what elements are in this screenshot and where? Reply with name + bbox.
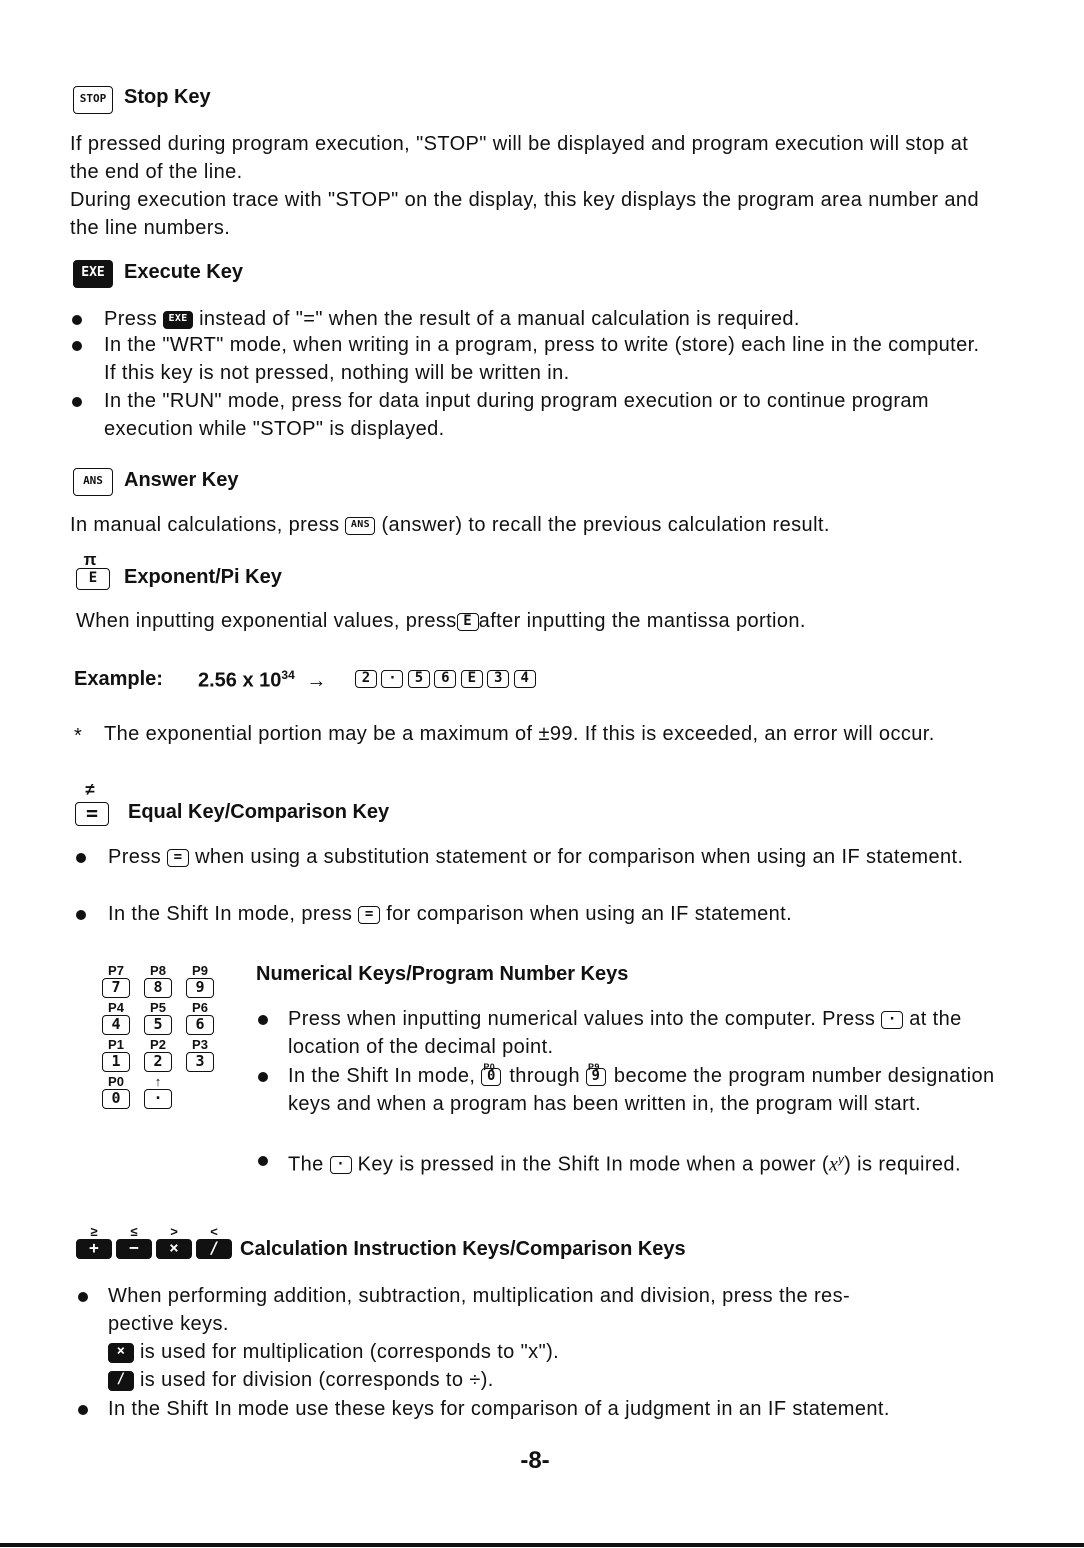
divide-key-icon: /	[196, 1239, 232, 1259]
stop-key-para2: During execution trace with "STOP" on the display, this key displays the program area number and the line numbers.	[70, 189, 979, 239]
example-mantissa: 2.56 x 10	[198, 669, 282, 692]
bullet	[72, 315, 82, 325]
numerical-keys-heading: Numerical Keys/Program Number Keys	[256, 963, 629, 985]
answer-key-heading: Answer Key	[124, 469, 239, 491]
numerical-bullet-3-post: ) is required.	[844, 1153, 961, 1176]
key-2-icon: 2	[355, 670, 377, 688]
note-asterisk: *	[74, 725, 83, 747]
exponent-key-heading: Exponent/Pi Key	[124, 566, 282, 588]
key-3-icon: 3	[186, 1052, 214, 1072]
divide-note-text: is used for division (corresponds to ÷).	[139, 1369, 494, 1391]
ans-key-icon: ANS	[73, 468, 113, 496]
equal-bullet-1-pre: Press	[108, 846, 162, 868]
numerical-bullet-1-pre: Press when inputting numerical values into the computer. Press	[288, 1008, 876, 1030]
equal-key-icon: =	[75, 802, 109, 826]
pi-label: π	[83, 550, 97, 569]
multiply-key-icon: ×	[156, 1239, 192, 1259]
multiply-note	[108, 1338, 1003, 1366]
key-7-icon: 7	[102, 978, 130, 998]
answer-para-pre: In manual calculations, press	[70, 514, 340, 536]
arrow-icon: →	[306, 669, 327, 692]
p9-above-label: P9	[587, 1062, 600, 1072]
equal-bullet-2-post: for comparison when using an IF statement.	[386, 903, 793, 925]
equal-bullet-2	[108, 900, 1000, 928]
example-label: Example:	[74, 668, 163, 690]
exe-key-inline-icon: EXE	[163, 311, 193, 329]
equal-bullet-1-post: when using a substitution statement or for comparison when using an IF statement.	[195, 846, 964, 868]
numerical-bullet-2-pre: In the Shift In mode,	[288, 1065, 476, 1087]
exp-key-icon: E	[76, 568, 110, 590]
calc-keys	[76, 1224, 232, 1259]
bullet	[78, 1405, 88, 1415]
key-e-icon: E	[461, 670, 483, 688]
plus-key-icon: +	[76, 1239, 112, 1259]
numerical-bullet-2-post: become the program number designation keys and when a program has been written in, the program will start.	[288, 1065, 995, 1115]
key-6-icon: 6	[186, 1015, 214, 1035]
exponent-note: The exponential portion may be a maximum of ±99. If this is exceeded, an error will occur.	[104, 723, 935, 745]
bullet	[72, 397, 82, 407]
power-x: x	[828, 1153, 839, 1176]
bullet	[72, 341, 82, 351]
minus-key-icon: −	[116, 1239, 152, 1259]
numerical-bullet-2-mid: through	[509, 1065, 580, 1087]
bottom-rule	[0, 1543, 1084, 1547]
power-y: y	[838, 1154, 845, 1166]
numerical-bullet-3-pre: The	[288, 1153, 324, 1176]
answer-para-post: (answer) to recall the previous calculation result.	[381, 514, 830, 536]
p0-above-label: P0	[483, 1062, 496, 1072]
key-point-icon: ·	[144, 1089, 172, 1109]
p9-key-inline	[586, 1062, 608, 1090]
answer-key-para	[70, 511, 995, 539]
example-keys	[355, 670, 536, 688]
numerical-bullet-3	[288, 1146, 998, 1179]
key-9-icon: 9	[186, 978, 214, 998]
bullet	[76, 910, 86, 920]
bullet	[78, 1292, 88, 1302]
key-above-label: P0	[108, 1074, 124, 1089]
calc-above-label: >	[170, 1224, 178, 1239]
key-point-inline-icon: ·	[881, 1011, 903, 1029]
calc-bullet-1	[108, 1282, 1003, 1394]
bullet	[258, 1156, 268, 1166]
key-0-icon: 0	[102, 1089, 130, 1109]
stop-key-para1: If pressed during program execution, "STOP" will be displayed and program execution will stop at the end of the line.	[70, 133, 969, 183]
exe-key-icon: EXE	[73, 260, 113, 288]
equal-bullet-2-pre: In the Shift In mode, press	[108, 903, 353, 925]
bullet	[258, 1015, 268, 1025]
execute-bullet-3: In the "RUN" mode, press for data input during program execution or to continue program execution while "STOP" is displayed.	[104, 390, 929, 440]
not-equal-label: ≠	[85, 780, 95, 799]
execute-key-heading: Execute Key	[124, 261, 243, 283]
p0-key-inline	[481, 1062, 503, 1090]
divide-note	[108, 1366, 1003, 1394]
exp-key-inline-icon: E	[457, 613, 479, 631]
exponent-key-para	[76, 607, 1001, 635]
stop-key-heading: Stop Key	[124, 86, 211, 108]
key-2-icon: 2	[144, 1052, 172, 1072]
execute-bullet-1-pre: Press	[104, 308, 158, 330]
key-4-icon: 4	[514, 670, 536, 688]
key-above-label: P4	[108, 1000, 124, 1015]
calc-keys-heading: Calculation Instruction Keys/Comparison Keys	[240, 1238, 686, 1260]
key-above-label: P2	[150, 1037, 166, 1052]
numerical-bullet-1	[288, 1005, 998, 1061]
key-9-inline-icon: 9	[586, 1068, 606, 1086]
calc-above-label: ≥	[90, 1224, 98, 1239]
equal-key-heading: Equal Key/Comparison Key	[128, 801, 390, 823]
key-above-label: P9	[192, 963, 208, 978]
stop-key-icon: STOP	[73, 86, 113, 114]
page-number: -8-	[520, 1447, 550, 1474]
equal-bullet-1	[108, 843, 1000, 871]
key-6-icon: 6	[434, 670, 456, 688]
example-power: 34	[281, 668, 295, 682]
numerical-bullet-2	[288, 1062, 998, 1118]
ans-key-inline-icon: ANS	[345, 517, 375, 535]
equal-key-inline-icon: =	[167, 849, 189, 867]
key-above-label: P7	[108, 963, 124, 978]
execute-bullet-1	[104, 305, 994, 333]
calc-bullet-1-line2: pective keys.	[108, 1313, 229, 1335]
key-1-icon: 1	[102, 1052, 130, 1072]
key-5-icon: 5	[408, 670, 430, 688]
example-value	[198, 668, 332, 693]
key-above-label: P1	[108, 1037, 124, 1052]
execute-bullet-1-post: instead of "=" when the result of a manual calculation is required.	[199, 308, 800, 330]
key-above-label: P8	[150, 963, 166, 978]
exponent-para-post: after inputting the mantissa portion.	[478, 610, 806, 632]
key-3-icon: 3	[487, 670, 509, 688]
bullet	[258, 1072, 268, 1082]
key-point-icon: ·	[381, 670, 403, 688]
calc-bullet-2: In the Shift In mode use these keys for comparison of a judgment in an IF statement.	[108, 1398, 890, 1420]
calc-above-label: <	[210, 1224, 218, 1239]
key-above-label: ↑	[154, 1074, 162, 1089]
key-above-label: P5	[150, 1000, 166, 1015]
calc-above-label: ≤	[130, 1224, 138, 1239]
key-above-label: P3	[192, 1037, 208, 1052]
numerical-keys-grid	[102, 963, 228, 1109]
key-0-inline-icon: 0	[481, 1068, 501, 1086]
key-point-inline-icon: ·	[330, 1156, 352, 1174]
key-8-icon: 8	[144, 978, 172, 998]
bullet	[76, 853, 86, 863]
numerical-bullet-1-post: at the location of the decimal point.	[288, 1008, 962, 1058]
equal-key-inline-icon: =	[358, 906, 380, 924]
execute-bullet-2: In the "WRT" mode, when writing in a program, press to write (store) each line in the computer. If this key is not pressed, nothing will be written in.	[104, 334, 980, 384]
calc-bullet-1-line1: When performing addition, subtraction, multiplication and division, press the res-	[108, 1285, 851, 1307]
numerical-bullet-3-mid: Key is pressed in the Shift In mode when a power (	[357, 1153, 829, 1176]
key-5-icon: 5	[144, 1015, 172, 1035]
key-above-label: P6	[192, 1000, 208, 1015]
key-4-icon: 4	[102, 1015, 130, 1035]
multiply-key-inline-icon: ×	[108, 1343, 134, 1363]
divide-key-inline-icon: /	[108, 1371, 134, 1391]
multiply-note-text: is used for multiplication (corresponds to "x").	[139, 1341, 560, 1363]
exponent-para-pre: When inputting exponential values, press	[76, 610, 457, 632]
